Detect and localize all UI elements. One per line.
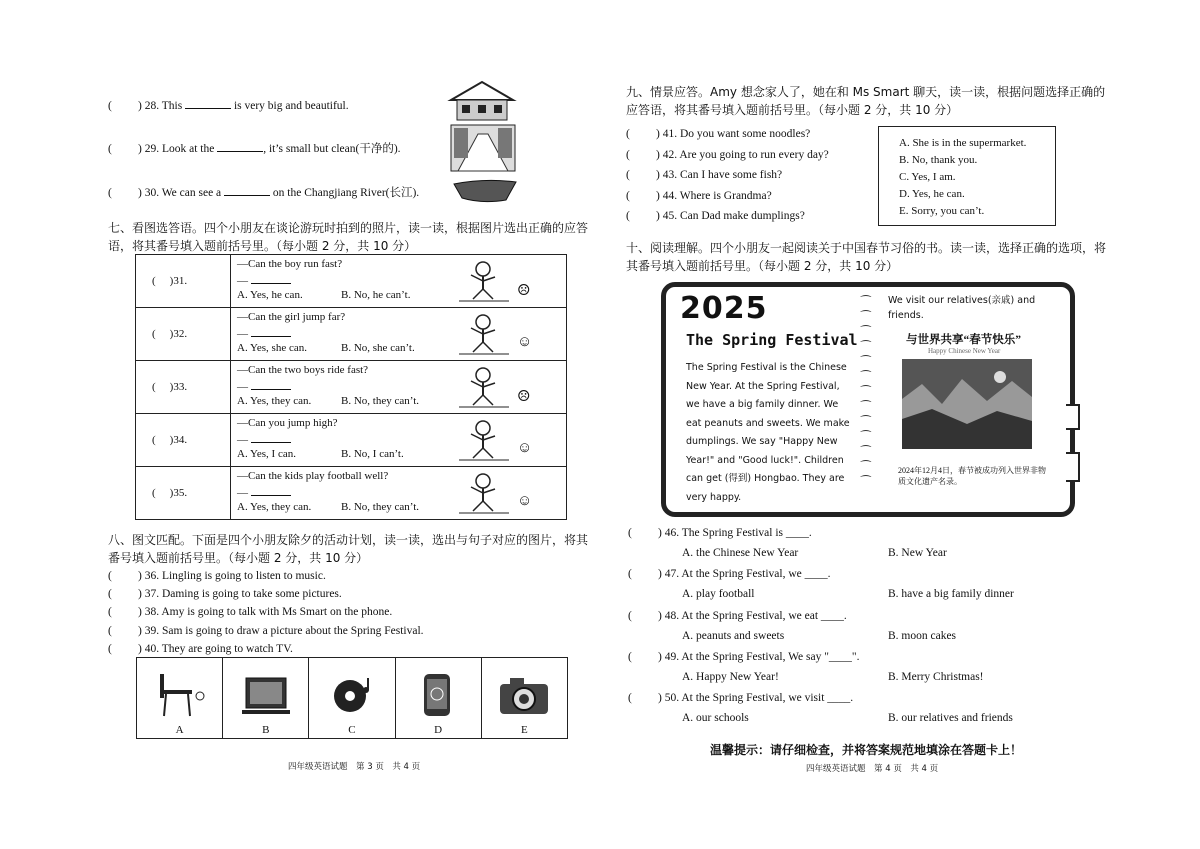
- question-text: ( ) 47. At the Spring Festival, we ____.: [628, 568, 831, 581]
- scene-picture: [457, 418, 511, 462]
- picture-label: C: [348, 724, 356, 736]
- answer-option: C. Yes, I am.: [899, 171, 956, 183]
- phone-picture: [410, 672, 466, 718]
- page-footer-right: 四年级英语试题 第 4 页 共 4 页: [806, 764, 939, 774]
- page-footer-left: 四年级英语试题 第 3 页 共 4 页: [288, 762, 421, 772]
- picture-cell: [309, 658, 395, 739]
- question-text: ( ) 49. At the Spring Festival, We say "____".: [628, 650, 860, 663]
- face-icon: ☹: [517, 283, 531, 299]
- section-9-title: 九、情景应答。Amy 想念家人了，她在和 Ms Smart 聊天，读一读，根据问题选择正确的应答语，将其番号填入题前括号里。（每小题 2 分，共 10 分）: [626, 85, 1106, 117]
- option-a: A. Yes, they can.: [237, 395, 312, 407]
- section-7-title: 七、看图选答语。四个小朋友在谈论游玩时拍到的照片，读一读，根据图片选出正确的应答语，将其番号填入题前括号里。（每小题 2 分，共 10 分）: [108, 221, 589, 253]
- option-a: A. our schools: [682, 712, 749, 725]
- face-icon: ☺: [517, 493, 533, 509]
- drawing-easel-picture: [152, 672, 208, 718]
- option-b: B. No, they can’t.: [341, 501, 420, 513]
- scene-picture: [457, 259, 511, 303]
- table-row: ( )34. —Can you jump high? — A. Yes, I can. B. No, I can’t. ☺: [136, 414, 567, 467]
- question-number: )33.: [169, 381, 188, 393]
- section-10-title: 十、阅读理解。四个小朋友一起阅读关于中国春节习俗的书。读一读，选择正确的选项，将其番号填入题前括号里。（每小题 2 分，共 10 分）: [626, 241, 1107, 273]
- book-tab: [1066, 452, 1080, 482]
- option-a: A. Yes, she can.: [237, 342, 307, 354]
- option-a: A. Yes, they can.: [237, 501, 312, 513]
- option-a: A. play football: [682, 588, 755, 601]
- question-text: ( ) 50. At the Spring Festival, we visit ____.: [628, 692, 854, 705]
- question-number: )31.: [169, 275, 188, 287]
- answer-option: A. She is in the supermarket.: [899, 137, 1027, 149]
- list-item: ( ) 37. Daming is going to take some pictures.: [108, 588, 342, 601]
- option-b: B. No, I can’t.: [341, 448, 404, 460]
- option-b: B. Merry Christmas!: [888, 670, 984, 683]
- option-b: B. moon cakes: [888, 629, 957, 642]
- face-icon: ☹: [517, 389, 531, 405]
- list-item: ( ) 45. Can Dad make dumplings?: [626, 210, 805, 222]
- picture-cell: [137, 658, 223, 739]
- music-record-picture: [324, 672, 380, 718]
- list-item: ( ) 43. Can I have some fish?: [626, 169, 783, 181]
- camera-picture: [496, 672, 552, 718]
- list-item: ( ) 41. Do you want some noodles?: [626, 128, 811, 140]
- table-row: ( )31. —Can the boy run fast? — A. Yes, he can. B. No, he can’t. ☹: [136, 255, 567, 308]
- option-a: A. Happy New Year!: [682, 670, 779, 683]
- face-icon: ☺: [517, 440, 533, 456]
- poster-subtitle: Happy Chinese New Year: [928, 347, 1001, 355]
- option-a: A. the Chinese New Year: [682, 547, 799, 559]
- question-text: —Can the two boys ride fast?: [237, 364, 369, 376]
- question-number: )34.: [169, 434, 188, 446]
- scene-picture: [457, 365, 511, 409]
- question-30: ( ) 30. We can see a on the Changjiang River(长江).: [108, 187, 420, 199]
- question-text: —Can you jump high?: [237, 417, 338, 429]
- list-item: ( ) 42. Are you going to run every day?: [626, 148, 829, 161]
- question-text: —Can the kids play football well?: [237, 470, 389, 482]
- question-number: )32.: [169, 328, 188, 340]
- list-item: ( ) 40. They are going to watch TV.: [108, 642, 293, 655]
- section-8-pictures: [136, 657, 568, 739]
- option-b: B. our relatives and friends: [888, 712, 1013, 725]
- list-item: ( ) 39. Sam is going to draw a picture about the Spring Festival.: [108, 624, 424, 637]
- book-tab: [1066, 404, 1080, 430]
- picture-cell: [223, 658, 309, 739]
- picture-cell: [481, 658, 567, 739]
- section-7-table: [135, 254, 567, 520]
- book-spine-rings: ⁀ ⁀ ⁀ ⁀ ⁀ ⁀ ⁀ ⁀ ⁀ ⁀ ⁀ ⁀ ⁀: [861, 295, 871, 489]
- poster-caption: 2024年12月4日，春节被成功列入世界非物质文化遗产名录。: [898, 466, 1046, 486]
- book-body-text: The Spring Festival is the Chinese New Year. At the Spring Festival, we have a big family dinner. We eat peanuts and sweets. We make dumplings. We say "Happy New Year!" and "Good luck!". Children can get (得到) Hongbao. They are very happy.: [686, 362, 850, 503]
- list-item: ( ) 38. Amy is going to talk with Ms Smart on the phone.: [108, 606, 393, 619]
- poster-image: [902, 359, 1032, 449]
- picture-label: D: [434, 724, 443, 736]
- boat-picture: [452, 176, 518, 204]
- poster-title: 与世界共享“春节快乐”: [906, 334, 1021, 346]
- book-right-text: We visit our relatives(亲戚) and friends.: [888, 295, 1036, 321]
- table-row: ( )35. —Can the kids play football well? — A. Yes, they can. B. No, they can’t. ☺: [136, 467, 567, 520]
- option-b: B. New Year: [888, 547, 947, 559]
- tv-picture: [238, 672, 294, 718]
- question-28: ( ) 28. This is very big and beautiful.: [108, 100, 349, 112]
- street-picture: [450, 124, 516, 172]
- option-a: A. peanuts and sweets: [682, 629, 785, 642]
- question-number: )35.: [169, 487, 188, 499]
- scene-picture: [457, 471, 511, 515]
- list-item: ( ) 44. Where is Grandma?: [626, 189, 772, 202]
- reminder-text: 温馨提示：请仔细检查，并将答案规范地填涂在答题卡上！: [710, 743, 1023, 757]
- option-a: A. Yes, he can.: [237, 289, 303, 301]
- picture-cell: [395, 658, 481, 739]
- scene-picture: [457, 312, 511, 356]
- question-text: —Can the girl jump far?: [237, 311, 346, 323]
- house-picture: [447, 78, 517, 122]
- question-29: ( ) 29. Look at the , it’s small but clean(干净的).: [108, 143, 401, 155]
- answer-option: D. Yes, he can.: [899, 188, 965, 200]
- face-icon: ☺: [517, 334, 533, 350]
- question-text: —Can the boy run fast?: [237, 258, 343, 270]
- answer-option: B. No, thank you.: [899, 154, 978, 166]
- option-b: B. No, he can’t.: [341, 289, 411, 301]
- question-text: ( ) 46. The Spring Festival is ____.: [628, 527, 812, 539]
- option-b: B. have a big family dinner: [888, 588, 1014, 601]
- book-illustration: [661, 282, 1075, 517]
- section-9-answer-box: [878, 126, 1056, 226]
- option-b: B. No, they can’t.: [341, 395, 420, 407]
- option-a: A. Yes, I can.: [237, 448, 296, 460]
- picture-label: B: [262, 724, 270, 736]
- question-text: ( ) 48. At the Spring Festival, we eat ____.: [628, 609, 847, 622]
- answer-option: E. Sorry, you can’t.: [899, 205, 985, 217]
- option-b: B. No, she can’t.: [341, 342, 415, 354]
- table-row: ( )32. —Can the girl jump far? — A. Yes, she can. B. No, she can’t. ☺: [136, 308, 567, 361]
- list-item: ( ) 36. Lingling is going to listen to music.: [108, 570, 326, 582]
- picture-label: E: [521, 724, 528, 736]
- book-year: 2025: [680, 291, 768, 326]
- section-8-title: 八、图文匹配。下面是四个小朋友除夕的活动计划，读一读，选出与句子对应的图片，将其番号填入题前括号里。（每小题 2 分，共 10 分）: [108, 533, 589, 565]
- picture-label: A: [175, 724, 184, 736]
- book-heading: The Spring Festival: [686, 331, 858, 349]
- table-row: ( )33. —Can the two boys ride fast? — A. Yes, they can. B. No, they can’t. ☹: [136, 361, 567, 414]
